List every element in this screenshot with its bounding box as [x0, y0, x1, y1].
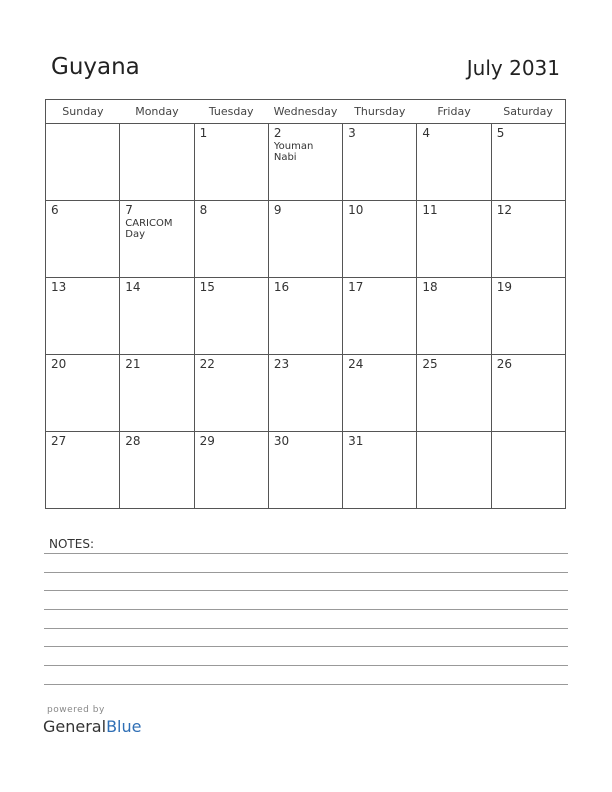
day-number: 16 — [273, 280, 290, 294]
day-number: 10 — [348, 203, 364, 217]
calendar-day-cell — [491, 124, 565, 201]
day-number: 2 — [273, 126, 282, 140]
powered-by-text: powered by — [47, 705, 105, 715]
weekday-header-row — [46, 100, 566, 124]
calendar-day-cell — [268, 355, 342, 432]
day-number: 22 — [199, 357, 215, 371]
calendar-day-cell — [417, 278, 491, 355]
day-number: 23 — [273, 357, 290, 371]
day-number: 4 — [422, 126, 431, 140]
calendar-day-cell — [194, 278, 268, 355]
notes-label: NOTES: — [49, 537, 94, 551]
calendar-day-cell — [343, 124, 417, 201]
calendar-day-cell — [46, 432, 120, 509]
calendar-day-cell — [120, 201, 194, 278]
calendar-day-cell — [491, 278, 565, 355]
calendar-day-cell — [46, 124, 120, 201]
day-number: 7 — [125, 203, 133, 217]
calendar-day-cell — [194, 432, 268, 509]
day-number: 6 — [51, 203, 59, 217]
day-number: 31 — [348, 434, 364, 448]
calendar-day-cell — [343, 278, 417, 355]
calendar-week-row — [46, 201, 566, 278]
day-number: 25 — [422, 357, 438, 371]
calendar-day-cell — [417, 201, 491, 278]
weekday-header: Sunday — [46, 100, 120, 124]
calendar-day-cell — [343, 355, 417, 432]
calendar-day-cell — [120, 124, 194, 201]
day-number: 26 — [496, 357, 512, 371]
calendar-day-cell — [417, 355, 491, 432]
weekday-header: Saturday — [491, 100, 565, 124]
calendar-day-cell — [417, 124, 491, 201]
day-number: 29 — [199, 434, 215, 448]
day-number: 14 — [125, 280, 141, 294]
calendar-day-cell — [268, 201, 342, 278]
calendar-week-row — [46, 432, 566, 509]
day-number: 20 — [51, 357, 67, 371]
day-number: 13 — [51, 280, 67, 294]
calendar-day-cell — [268, 432, 342, 509]
day-number: 15 — [199, 280, 215, 294]
calendar-week-row — [46, 278, 566, 355]
day-number: 30 — [273, 434, 290, 448]
calendar-day-cell — [268, 124, 342, 201]
brand-general: General — [43, 717, 107, 736]
day-number: 27 — [51, 434, 67, 448]
day-number: 8 — [199, 203, 208, 217]
day-number: 11 — [422, 203, 438, 217]
calendar-week-row — [46, 355, 566, 432]
calendar-day-cell — [120, 355, 194, 432]
calendar-day-cell — [194, 355, 268, 432]
notes-line — [44, 590, 568, 591]
calendar-day-cell — [120, 432, 194, 509]
notes-line — [44, 553, 568, 554]
day-number: 12 — [496, 203, 512, 217]
day-number: 18 — [422, 280, 438, 294]
day-number: 21 — [125, 357, 141, 371]
calendar-day-cell — [268, 278, 342, 355]
day-number: 17 — [348, 280, 364, 294]
notes-line — [44, 572, 568, 573]
calendar-day-cell — [417, 432, 491, 509]
calendar-day-cell — [46, 278, 120, 355]
day-number: 5 — [496, 126, 505, 140]
calendar-day-cell — [491, 355, 565, 432]
day-number: 24 — [348, 357, 364, 371]
calendar-grid — [45, 99, 566, 509]
calendar-day-cell — [343, 432, 417, 509]
weekday-header: Thursday — [343, 100, 417, 124]
calendar-day-cell — [194, 201, 268, 278]
calendar-day-cell — [491, 432, 565, 509]
notes-line — [44, 684, 568, 685]
weekday-header: Wednesday — [268, 100, 342, 124]
calendar-week-row — [46, 124, 566, 201]
holiday-label: CARICOM Day — [125, 218, 173, 240]
holiday-label: Youman Nabi — [273, 141, 314, 163]
calendar-country-title: Guyana — [51, 54, 140, 80]
weekday-header: Monday — [120, 100, 194, 124]
calendar-day-cell — [46, 201, 120, 278]
calendar-day-cell — [194, 124, 268, 201]
calendar-day-cell — [120, 278, 194, 355]
calendar-day-cell — [343, 201, 417, 278]
day-number: 28 — [125, 434, 141, 448]
day-number: 19 — [496, 280, 512, 294]
generalblue-logo[interactable] — [43, 717, 141, 736]
notes-line — [44, 665, 568, 666]
day-number: 1 — [199, 126, 208, 140]
notes-line — [44, 609, 568, 610]
weekday-header: Tuesday — [194, 100, 268, 124]
day-number: 3 — [348, 126, 356, 140]
notes-line — [44, 628, 568, 629]
day-number: 9 — [273, 203, 282, 217]
calendar-day-cell — [46, 355, 120, 432]
calendar-day-cell — [491, 201, 565, 278]
notes-line — [44, 646, 568, 647]
brand-blue: Blue — [106, 717, 142, 736]
weekday-header: Friday — [417, 100, 491, 124]
calendar-month-title: July 2031 — [466, 56, 560, 80]
